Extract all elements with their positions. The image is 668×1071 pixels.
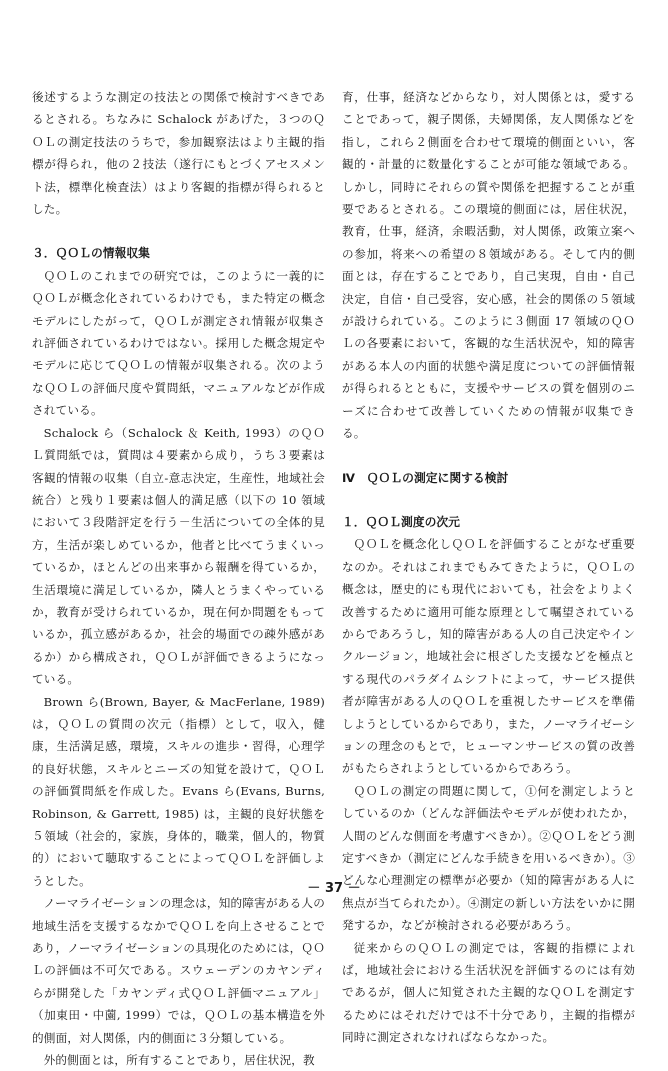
paragraph: ＱＯＬの測定の問題に関して，①何を測定しようとしているのか（どんな評価法やモデルが使われたか，人間のどんな側面を考慮すべきか）。②ＱＯＬをどう測定すべきか（測定にどんな手続きを用いるべきか）。③どんな心理測定の標準が必要か（知的障害がある人に焦点が当てられたか）。④測定の新しい方法をいかに開発するか，などが検討される必要があろう。 bbox=[342, 783, 635, 933]
section-heading: ３．ＱＯＬの情報収集 bbox=[32, 246, 150, 261]
paragraph: ＱＯＬのこれまでの研究では，このように一義的にＱＯＬが概念化されているわけでも，また特定の概念モデルにしたがって，ＱＯＬが測定され情報が収集され評価されているわけではない。採用した概念規定やモデルに応じてＱＯＬの情報が収集される。次のようなＱＯＬの評価尺度や質問紙，マニュアルなどが作成されている。 bbox=[32, 268, 325, 418]
left-column bbox=[32, 86, 325, 1071]
paragraph: 従来からのＱＯＬの測定では，客観的指標によれば，地域社会における生活状況を評価するのには有効であるが，個人に知覚された主観的なＱＯＬを測定するためにはそれだけでは不十分であり，主観的指標が同時に測定されなければならなかった。 bbox=[342, 940, 635, 1045]
paragraph: 外的側面とは，所有することであり，居住状況，教 bbox=[43, 1053, 315, 1068]
paragraph: ＱＯＬを概念化しＱＯＬを評価することがなぜ重要なのか。それはこれまでもみてきたように，ＱＯＬの概念は，歴史的にも現代においても，社会をよりよく改善するために適用可能な原理として嘱望されているからであろうし，知的障害がある人の自己決定やインクルージョン，地域社会に根ざした支援などを極点とする現代のパラダイムシフトによって，サービス提供者が障害がある人のＱＯＬを重視したサービスを準備しようとしているからであり，また，ノーマライゼーションの理念のもとで，ヒューマンサービスの質の改善がもたらされようとしているからであろう。 bbox=[342, 537, 635, 776]
paragraph: 育，仕事，経済などからなり，対人関係とは，愛することであって，親子関係，夫婦関係，友人関係などを指し，これら２側面を合わせて環境的側面といい，客観的・計量的に数量化することが可能な領域である。しかし，同時にそれらの質や関係を把握することが重要であるとされる。この環境的側面には，居住状況，教育，仕事，経済，余暇活動，対人関係，政策立案への参加，将来への希望の８領域がある。そして内的側面とは，存在することであり，自己実現，自由・自己決定，自信・自己受容，安心感，社会的関係の５領域が設けられている。このように３側面 17 領域のＱＯＬの各要素において，客観的な生活状況や，知的障害がある本人の内面的状態や満足度についての評価情報が得られるとともに，支援やサービスの質を個別のニーズに合わせて改善していくための情報が収集できる。 bbox=[342, 90, 635, 441]
paragraph: ノーマライゼーションの理念は，知的障害がある人の地域生活を支援するなかでＱＯＬを向上させることであり，ノーマライゼーションの具現化のためには，ＱＯＬの評価は不可欠である。スウェーデンのカヤンディらが開発した「カヤンディ式ＱＯＬ評価マニュアル」（加東田・中薗, 1999）では，ＱＯＬの基本構造を外的側面，対人関係，内的側面に３分類している。 bbox=[32, 896, 325, 1045]
section-heading: １．ＱＯＬ測度の次元 bbox=[342, 514, 460, 529]
paragraph: 後述するような測定の技法との関係で検討すべきであるとされる。ちなみに Schalock があげた，３つのＱＯＬの測定技法のうちで，参加観察法はより主観的指標が得られ，他の２技法（遂行にもとづくアセスメント法，標準化検査法）はより客観的指標が得られるとした。 bbox=[32, 90, 325, 217]
paragraph: Brown ら(Brown, Bayer, & MacFerlane, 1989)は，ＱＯＬの質問の次元（指標）として，収入，健康，生活満足感，環境，スキルの進歩・習得，心理学的良好状態，スキルとニーズの知覚を設けて，ＱＯＬの評価質問紙を作成した。Evans ら(Evans, Burns, Robinson, & Garrett, 1985) は，主観的良好状態を５領域（社会的，家族，身体的，職業，個人的，物質的）において聴取することによってＱＯＬを評価しようとした。 bbox=[32, 694, 325, 888]
chapter-heading: Ⅳ ＱＯＬの測定に関する検討 bbox=[342, 470, 509, 485]
page-number: － 37 － bbox=[307, 881, 361, 896]
paragraph: Schalock ら（Schalock ＆ Keith, 1993）のＱＯＬ質問紙では，質問は４要素から成り，うち３要素は客観的情報の収集（自立-意志決定，生産性，地域社会統合）と残り１要素は個人的満足感（以下の 10 領域において３段階評定を行う－生活についての全体的見方，生活が楽しめているか，他者と比べてうまくいっているか，ほとんどの出来事から報酬を得ているか，生活環境に満足しているか，隣人とうまくやっているか，教育が受けられているか，現在何か問題をもっているか，孤立感があるか，社会的場面での疎外感があるか）から構成され，ＱＯＬが評価できるようになっている。 bbox=[32, 425, 325, 687]
right-column bbox=[342, 86, 635, 1049]
